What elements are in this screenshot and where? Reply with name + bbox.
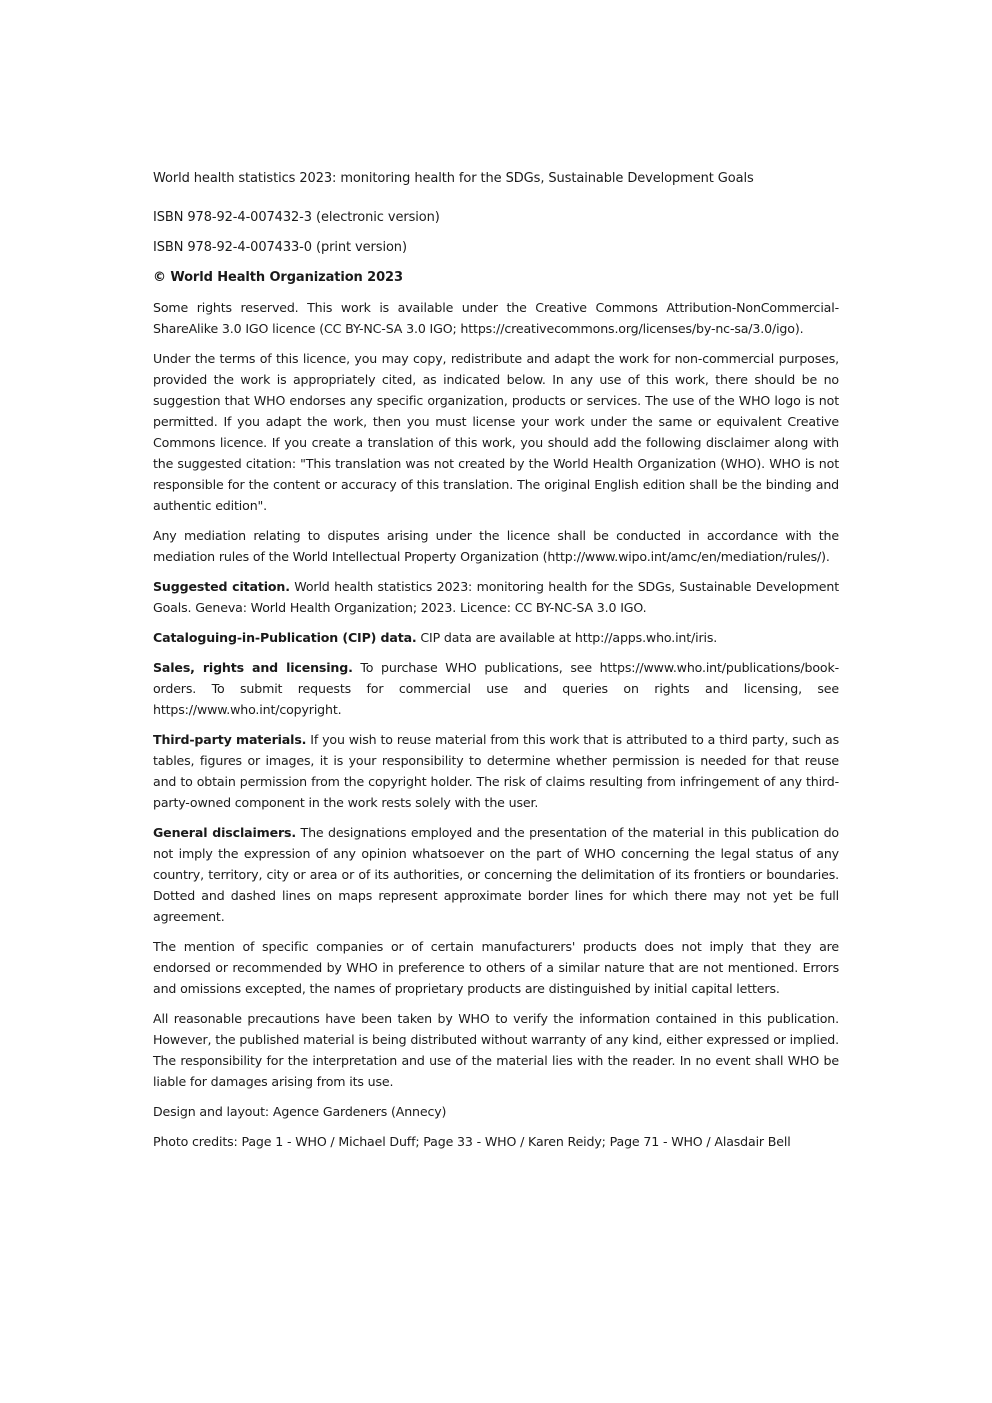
isbn-electronic: ISBN 978-92-4-007432-3 (electronic version): [153, 210, 440, 225]
cip-text: CIP data are available at http://apps.who.int/iris.: [416, 630, 718, 645]
isbn-print: ISBN 978-92-4-007433-0 (print version): [153, 240, 407, 255]
third-party-paragraph: [153, 729, 839, 813]
sales-text: To purchase WHO publications, see https://www.who.int/publications/book-orders. To submit requests for commercial use and queries on rights and licensing, see https://www.who.int/copyright.: [153, 660, 839, 717]
third-party-label: Third-party materials.: [153, 732, 307, 747]
mediation-paragraph: Any mediation relating to disputes arising under the licence shall be conducted in accordance with the mediation rules of the World Intellectual Property Organization (http://www.wipo.int/amc/en/mediation/rules/).: [153, 528, 839, 564]
citation-label: Suggested citation.: [153, 579, 290, 594]
third-party-text: If you wish to reuse material from this work that is attributed to a third party, such as tables, figures or images, it is your responsibility to determine whether permission is needed for that reuse and to obtain permission from the copyright holder. The risk of claims resulting from infringement of any third-party-owned component in the work rests solely with the user.: [153, 732, 839, 810]
cip-paragraph: [153, 627, 839, 648]
cip-label: Cataloguing-in-Publication (CIP) data.: [153, 630, 417, 645]
copyright-notice: © World Health Organization 2023: [153, 270, 403, 285]
disclaimers-text: The designations employed and the presentation of the material in this publication do not imply the expression of any opinion whatsoever on the part of WHO concerning the legal status of any country, territory, city or area or of its authorities, or concerning the delimitation of its frontiers or boundaries. Dotted and dashed lines on maps represent approximate border lines for which there may not yet be full agreement.: [153, 825, 839, 924]
citation-paragraph: [153, 576, 839, 618]
companies-paragraph: The mention of specific companies or of certain manufacturers' products does not imply that they are endorsed or recommended by WHO in preference to others of a similar nature that are not mentioned. Errors and omissions excepted, the names of proprietary products are distinguished by initial capital letters.: [153, 939, 839, 996]
disclaimers-label: General disclaimers.: [153, 825, 297, 840]
disclaimers-paragraph: [153, 822, 839, 927]
precautions-paragraph: All reasonable precautions have been taken by WHO to verify the information contained in this publication. However, the published material is being distributed without warranty of any kind, either expressed or implied. The responsibility for the interpretation and use of the material lies with the reader. In no event shall WHO be liable for damages arising from its use.: [153, 1011, 839, 1089]
copyright-page: [153, 168, 839, 1161]
publication-title: World health statistics 2023: monitoring health for the SDGs, Sustainable Development Goals: [153, 171, 754, 186]
citation-text: World health statistics 2023: monitoring health for the SDGs, Sustainable Development Goals. Geneva: World Health Organization; 2023. Licence: CC BY-NC-SA 3.0 IGO.: [153, 579, 839, 615]
licence-terms-paragraph: Under the terms of this licence, you may copy, redistribute and adapt the work for non-commercial purposes, provided the work is appropriately cited, as indicated below. In any use of this work, there should be no suggestion that WHO endorses any specific organization, products or services. The use of the WHO logo is not permitted. If you adapt the work, then you must license your work under the same or equivalent Creative Commons licence. If you create a translation of this work, you should add the following disclaimer along with the suggested citation: "This translation was not created by the World Health Organization (WHO). WHO is not responsible for the content or accuracy of this translation. The original English edition shall be the binding and authentic edition".: [153, 351, 839, 513]
sales-label: Sales, rights and licensing.: [153, 660, 353, 675]
design-credit: Design and layout: Agence Gardeners (Annecy): [153, 1104, 447, 1119]
photo-credits: Photo credits: Page 1 - WHO / Michael Duff; Page 33 - WHO / Karen Reidy; Page 71 - WHO / Alasdair Bell: [153, 1134, 791, 1149]
rights-paragraph: Some rights reserved. This work is available under the Creative Commons Attribution-NonCommercial-ShareAlike 3.0 IGO licence (CC BY-NC-SA 3.0 IGO; https://creativecommons.org/licenses/by-nc-sa/3.0/igo).: [153, 300, 839, 336]
sales-paragraph: [153, 657, 839, 720]
